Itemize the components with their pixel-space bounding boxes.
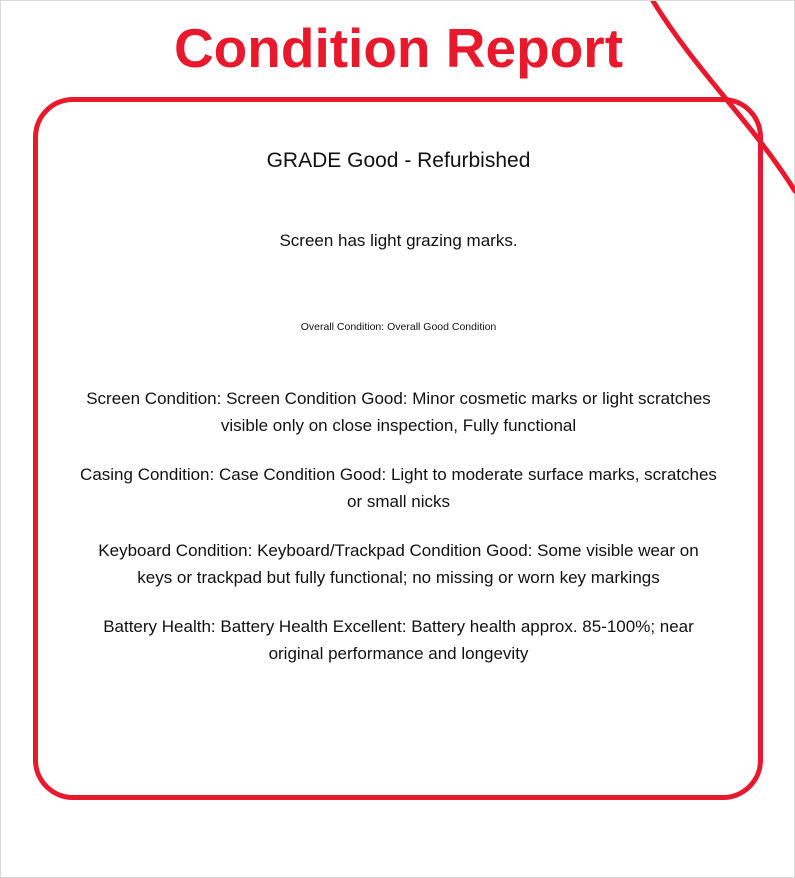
list-item: Keyboard Condition: Keyboard/Trackpad Condition Good: Some visible wear on keys or trackpad but fully functional; no missing or worn key markings	[98, 541, 699, 587]
list-item: Battery Health: Battery Health Excellent: Battery health approx. 85-100%; near original performance and longevity	[103, 617, 694, 663]
overall-condition: Overall Condition: Overall Good Condition	[300, 321, 497, 333]
condition-note: Screen has light grazing marks.	[279, 231, 518, 250]
list-item: Casing Condition: Case Condition Good: Light to moderate surface marks, scratches or small nicks	[80, 465, 717, 511]
page-title: Condition Report	[173, 17, 624, 79]
report-content	[41, 101, 756, 796]
condition-details-list	[69, 385, 728, 667]
list-item: Screen Condition: Screen Condition Good: Minor cosmetic marks or light scratches visible only on close inspection, Fully functional	[86, 389, 711, 435]
grade-line: GRADE Good - Refurbished	[266, 149, 531, 172]
